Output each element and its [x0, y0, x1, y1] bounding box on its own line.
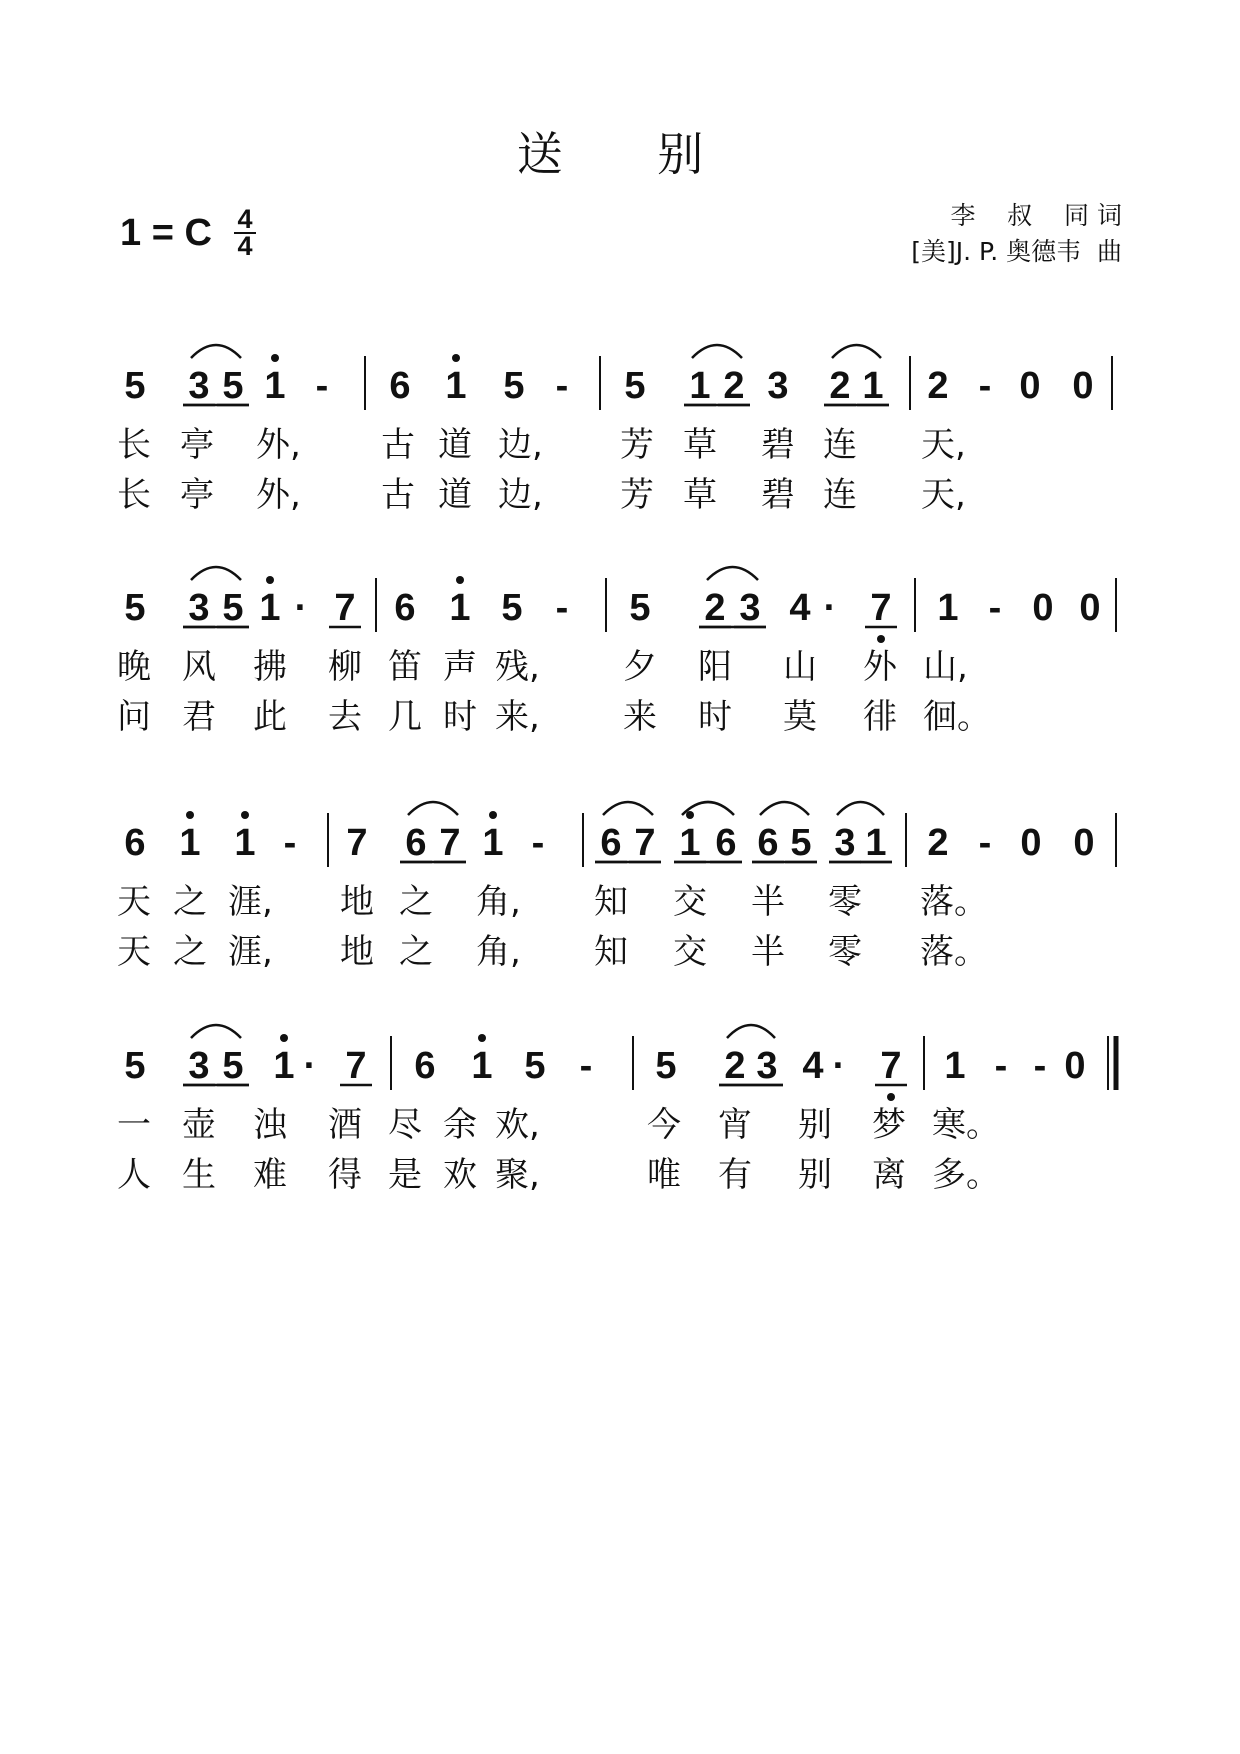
lyric-syllable: 生 — [182, 1155, 216, 1195]
lyric-syllable: 地 — [340, 932, 374, 972]
note: 7 — [334, 587, 356, 629]
lyric-syllable: 之 — [173, 882, 207, 922]
lyric-syllable: 梦 — [872, 1105, 906, 1145]
note: 1 — [482, 822, 504, 864]
lyric-syllable: 外, — [256, 425, 301, 465]
lyric-syllable: 来, — [495, 697, 540, 737]
note: 3 — [834, 822, 856, 864]
lyric-syllable: 道 — [438, 475, 472, 515]
note: 6 — [715, 822, 737, 864]
lyric-syllable: 宵 — [718, 1105, 752, 1145]
note: 6 — [124, 822, 146, 864]
lyric-syllable: 难 — [253, 1155, 287, 1195]
lyricist-credit: 李 叔 同 词 — [950, 201, 1122, 230]
lyric-syllable: 几 — [388, 697, 422, 737]
note: 0 — [1073, 822, 1095, 864]
note: 0 — [1032, 587, 1054, 629]
lyric-syllable: 是 — [388, 1155, 422, 1195]
note: 1 — [259, 587, 281, 629]
time-signature-bottom: 4 — [237, 231, 253, 261]
high-octave-dot — [186, 811, 194, 819]
lyric-syllable: 边, — [498, 425, 543, 465]
lyric-syllable: 山 — [783, 647, 817, 687]
note: 6 — [405, 822, 427, 864]
note: 6 — [394, 587, 416, 629]
lyric-syllable: 多。 — [932, 1155, 1000, 1195]
high-octave-dot — [452, 354, 460, 362]
lyric-syllable: 酒 — [328, 1105, 362, 1145]
note: 1 — [865, 822, 887, 864]
lyric-syllable: 聚, — [495, 1155, 540, 1195]
lyric-syllable: 尽 — [388, 1105, 422, 1145]
note: 5 — [790, 822, 812, 864]
lyric-syllable: 长 — [117, 425, 151, 465]
note: - — [994, 1045, 1008, 1087]
note: 1 — [689, 365, 711, 407]
note: 1 — [862, 365, 884, 407]
note: 6 — [389, 365, 411, 407]
note: 2 — [724, 1045, 746, 1087]
lyric-syllable: 柳 — [328, 647, 362, 687]
lyric-syllable: 交 — [673, 932, 707, 972]
low-octave-dot — [887, 1093, 895, 1101]
note: 2 — [704, 587, 726, 629]
lyric-syllable: 徘 — [863, 697, 897, 737]
lyric-syllable: 来 — [623, 697, 657, 737]
lyric-syllable: 今 — [647, 1105, 681, 1145]
note: 0 — [1072, 365, 1094, 407]
lyric-syllable: 天 — [117, 882, 151, 922]
note: 0 — [1020, 822, 1042, 864]
note: 4 — [802, 1045, 824, 1087]
lyric-syllable: 半 — [751, 932, 785, 972]
note: 5 — [124, 587, 146, 629]
note: 1 — [234, 822, 256, 864]
note: 1 — [471, 1045, 493, 1087]
high-octave-dot — [478, 1034, 486, 1042]
lyric-syllable: 古 — [381, 425, 415, 465]
note: - — [283, 822, 297, 864]
note: 1 — [944, 1045, 966, 1087]
lyric-syllable: 零 — [828, 882, 862, 922]
note: 1 — [273, 1045, 295, 1087]
note: 7 — [870, 587, 892, 629]
note: 3 — [188, 1045, 210, 1087]
lyric-syllable: 涯, — [228, 882, 273, 922]
lyric-syllable: 离 — [872, 1155, 906, 1195]
lyric-syllable: 拂 — [253, 647, 287, 687]
lyric-syllable: 知 — [594, 932, 628, 972]
lyric-syllable: 晚 — [117, 647, 151, 687]
note: 3 — [188, 587, 210, 629]
slur — [692, 345, 742, 358]
lyric-syllable: 壶 — [182, 1105, 216, 1145]
lyric-syllable: 亭 — [180, 425, 214, 465]
note: · — [823, 587, 837, 629]
lyric-syllable: 残, — [495, 647, 540, 687]
lyric-syllable: 人 — [117, 1155, 151, 1195]
lyric-syllable: 知 — [594, 882, 628, 922]
lyric-syllable: 阳 — [698, 647, 732, 687]
slur — [191, 567, 241, 580]
lyric-syllable: 去 — [328, 697, 362, 737]
high-octave-dot — [266, 576, 274, 584]
slur — [837, 802, 884, 815]
lyric-syllable: 得 — [328, 1155, 362, 1195]
lyric-syllable: 别 — [798, 1105, 832, 1145]
note: 0 — [1064, 1045, 1086, 1087]
high-octave-dot — [686, 811, 694, 819]
lyric-syllable: 碧 — [761, 425, 795, 465]
lyric-syllable: 草 — [683, 475, 717, 515]
song-title: 送 别 — [516, 127, 744, 181]
lyric-syllable: 草 — [683, 425, 717, 465]
note: - — [579, 1045, 593, 1087]
lyric-syllable: 天, — [921, 425, 966, 465]
note: 5 — [655, 1045, 677, 1087]
lyric-syllable: 欢, — [495, 1105, 540, 1145]
note: 0 — [1019, 365, 1041, 407]
note: 1 — [679, 822, 701, 864]
note: 1 — [449, 587, 471, 629]
slur — [832, 345, 881, 358]
note: 5 — [624, 365, 646, 407]
note: 2 — [723, 365, 745, 407]
note: 7 — [345, 1045, 367, 1087]
lyric-syllable: 时 — [443, 697, 477, 737]
note: 5 — [222, 365, 244, 407]
note: 5 — [124, 1045, 146, 1087]
note: 5 — [124, 365, 146, 407]
lyric-syllable: 寒。 — [932, 1105, 1000, 1145]
slur — [760, 802, 809, 815]
high-octave-dot — [241, 811, 249, 819]
slur — [603, 802, 653, 815]
lyric-syllable: 有 — [718, 1155, 752, 1195]
note: - — [315, 365, 329, 407]
lyric-syllable: 地 — [340, 882, 374, 922]
lyric-syllable: 零 — [828, 932, 862, 972]
composer-credit: [美]J. P. 奥德韦 曲 — [911, 237, 1122, 266]
note: 3 — [756, 1045, 778, 1087]
lyric-syllable: 浊 — [253, 1105, 287, 1145]
low-octave-dot — [877, 635, 885, 643]
note: 3 — [188, 365, 210, 407]
lyric-syllable: 夕 — [623, 647, 657, 687]
note: 7 — [439, 822, 461, 864]
note: 7 — [634, 822, 656, 864]
lyric-syllable: 余 — [443, 1105, 477, 1145]
lyric-syllable: 落。 — [920, 882, 988, 922]
note: 2 — [927, 822, 949, 864]
note: - — [978, 822, 992, 864]
slur — [408, 802, 458, 815]
lyric-syllable: 连 — [823, 475, 857, 515]
note: 5 — [501, 587, 523, 629]
lyric-syllable: 一 — [117, 1105, 151, 1145]
lyric-syllable: 君 — [182, 697, 216, 737]
note: 7 — [346, 822, 368, 864]
note: 6 — [757, 822, 779, 864]
lyric-syllable: 芳 — [620, 425, 654, 465]
lyric-syllable: 交 — [673, 882, 707, 922]
lyric-syllable: 之 — [399, 882, 433, 922]
note: · — [303, 1045, 317, 1087]
lyric-syllable: 连 — [823, 425, 857, 465]
note: 6 — [414, 1045, 436, 1087]
note: 1 — [264, 365, 286, 407]
lyric-syllable: 涯, — [228, 932, 273, 972]
note: · — [294, 587, 308, 629]
lyric-syllable: 古 — [381, 475, 415, 515]
note: 1 — [937, 587, 959, 629]
note: 7 — [880, 1045, 902, 1087]
note: 2 — [829, 365, 851, 407]
lyric-syllable: 山, — [923, 647, 968, 687]
lyric-syllable: 风 — [182, 647, 216, 687]
note: · — [832, 1045, 846, 1087]
lyric-syllable: 时 — [698, 697, 732, 737]
lyric-syllable: 边, — [498, 475, 543, 515]
lyric-syllable: 半 — [751, 882, 785, 922]
note: 5 — [222, 1045, 244, 1087]
slur — [191, 345, 241, 358]
key-signature: 1 = C — [120, 212, 212, 254]
lyric-syllable: 唯 — [647, 1155, 681, 1195]
lyric-syllable: 角, — [476, 932, 521, 972]
time-signature-top: 4 — [237, 204, 253, 234]
slur — [727, 1025, 775, 1038]
lyric-syllable: 外 — [863, 647, 897, 687]
note: 3 — [739, 587, 761, 629]
lyric-syllable: 此 — [253, 697, 287, 737]
slur — [707, 567, 758, 580]
lyric-syllable: 外, — [256, 475, 301, 515]
note: - — [1033, 1045, 1047, 1087]
note: - — [988, 587, 1002, 629]
note: 5 — [222, 587, 244, 629]
lyric-syllable: 道 — [438, 425, 472, 465]
high-octave-dot — [280, 1034, 288, 1042]
lyric-syllable: 之 — [399, 932, 433, 972]
lyric-syllable: 别 — [798, 1155, 832, 1195]
lyric-syllable: 问 — [117, 697, 151, 737]
lyric-syllable: 莫 — [783, 697, 817, 737]
lyric-syllable: 落。 — [920, 932, 988, 972]
note: 5 — [524, 1045, 546, 1087]
note: 2 — [927, 365, 949, 407]
note: 5 — [629, 587, 651, 629]
lyric-syllable: 碧 — [761, 475, 795, 515]
note: 1 — [445, 365, 467, 407]
lyric-syllable: 亭 — [180, 475, 214, 515]
lyric-syllable: 芳 — [620, 475, 654, 515]
high-octave-dot — [271, 354, 279, 362]
note: 0 — [1079, 587, 1101, 629]
lyric-syllable: 之 — [173, 932, 207, 972]
note: - — [531, 822, 545, 864]
lyric-syllable: 角, — [476, 882, 521, 922]
note: 1 — [179, 822, 201, 864]
lyric-syllable: 欢 — [443, 1155, 477, 1195]
note: 3 — [767, 365, 789, 407]
note: - — [978, 365, 992, 407]
note: 4 — [789, 587, 811, 629]
lyric-syllable: 长 — [117, 475, 151, 515]
note: - — [555, 587, 569, 629]
high-octave-dot — [456, 576, 464, 584]
note: - — [555, 365, 569, 407]
high-octave-dot — [489, 811, 497, 819]
note: 5 — [503, 365, 525, 407]
lyric-syllable: 天 — [117, 932, 151, 972]
note: 6 — [600, 822, 622, 864]
lyric-syllable: 徊。 — [923, 697, 991, 737]
lyric-syllable: 声 — [443, 647, 477, 687]
slur — [191, 1025, 241, 1038]
lyric-syllable: 笛 — [388, 647, 422, 687]
lyric-syllable: 天, — [921, 475, 966, 515]
